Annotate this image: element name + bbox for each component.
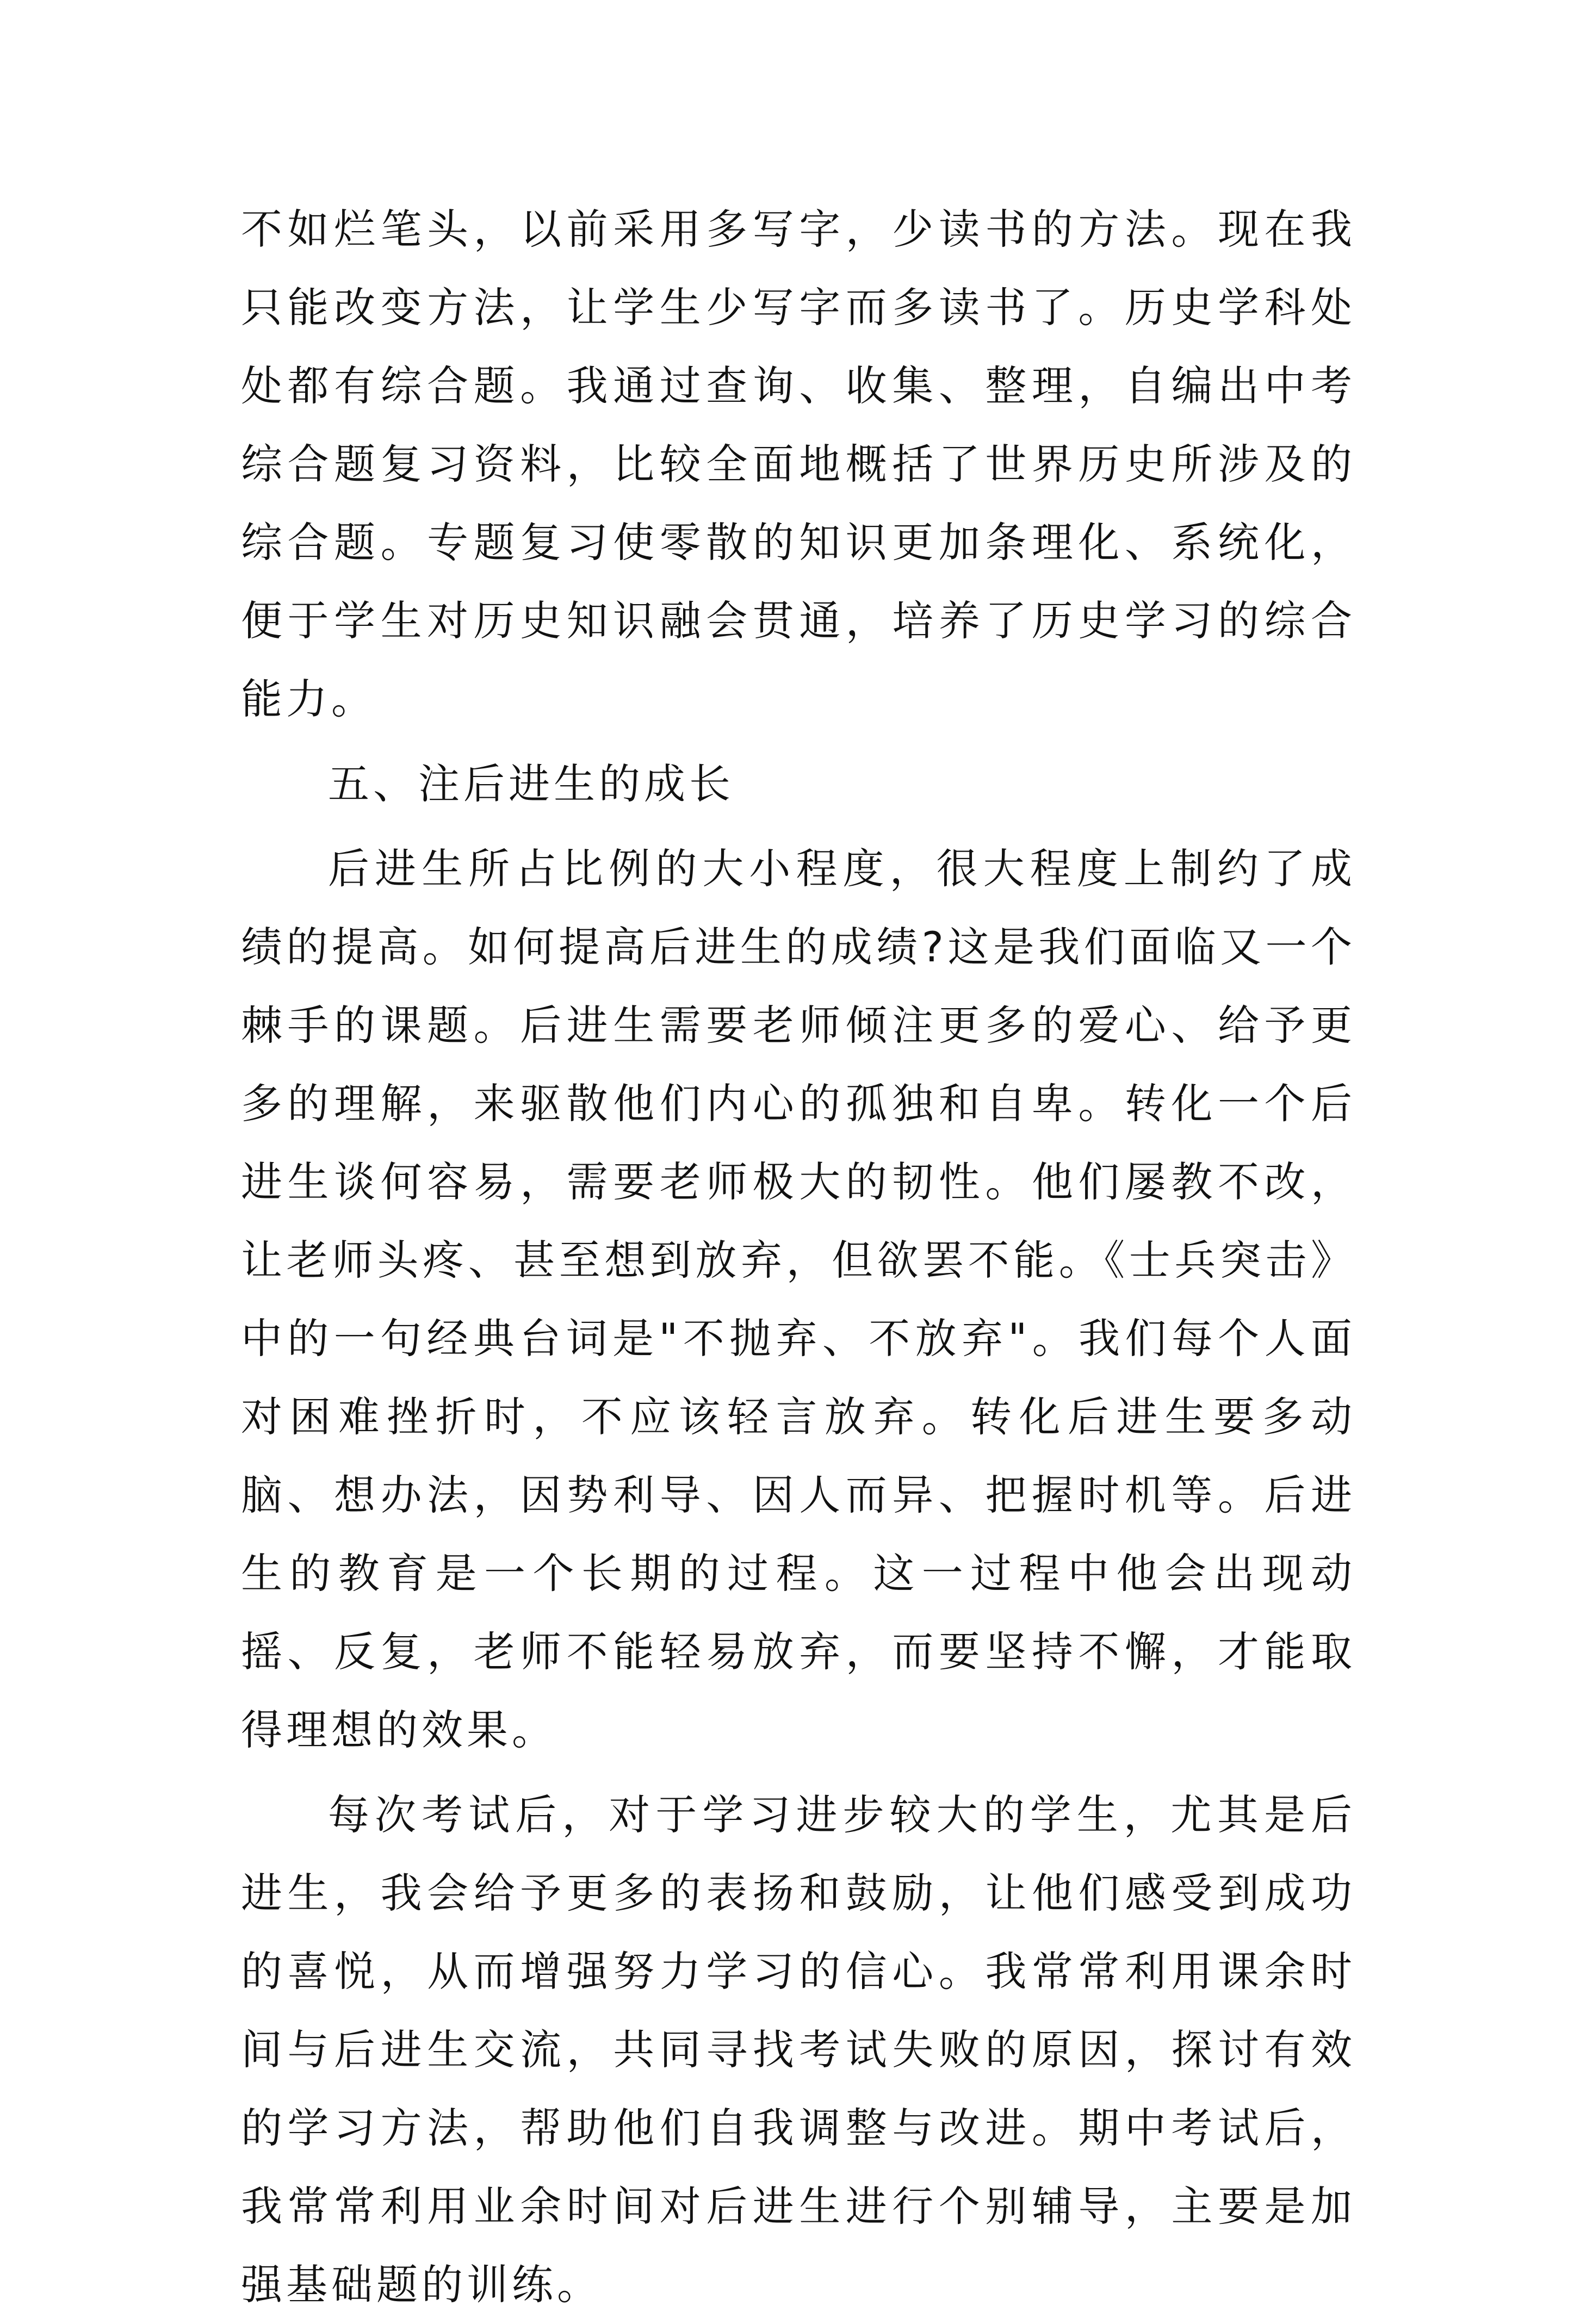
paragraph-underachievers: 后进生所占比例的大小程度，很大程度上制约了成绩的提高。如何提高后进生的成绩?这是我们面临又一个棘手的课题。后进生需要老师倾注更多的爱心、给予更多的理解，来驱散他们内心的孤独和自卑。转化一个后进生谈何容易，需要老师极大的韧性。他们屡教不改，让老师头疼、甚至想到放弃，但欲罢不能。《士兵突击》中的一句经典台词是"不抛弃、不放弃"。我们每个人面对困难挫折时，不应该轻言放弃。转化后进生要多动脑、想办法，因势利导、因人而异、把握时机等。后进生的教育是一个长期的过程。这一过程中他会出现动摇、反复，老师不能轻易放弃，而要坚持不懈，才能取得理想的效果。 bbox=[241, 844, 1356, 1754]
section-heading-five: 五、注后进生的成长 bbox=[328, 760, 734, 808]
document-body bbox=[241, 190, 1356, 2324]
paragraph-after-exams: 每次考试后，对于学习进步较大的学生，尤其是后进生，我会给予更多的表扬和鼓励，让他们感受到成功的喜悦，从而增强努力学习的信心。我常常利用课余时间与后进生交流，共同寻找考试失败的原因，探讨有效的学习方法，帮助他们自我调整与改进。期中考试后，我常常利用业余时间对后进生进行个别辅导，主要是加强基础题的训练。 bbox=[241, 1791, 1356, 2309]
paragraph-continuation: 不如烂笔头，以前采用多写字，少读书的方法。现在我只能改变方法，让学生少写字而多读书了。历史学科处处都有综合题。我通过查询、收集、整理，自编出中考综合题复习资料，比较全面地概括了世界历史所涉及的综合题。专题复习使零散的知识更加条理化、系统化，便于学生对历史知识融会贯通，培养了历史学习的综合能力。 bbox=[241, 205, 1356, 723]
